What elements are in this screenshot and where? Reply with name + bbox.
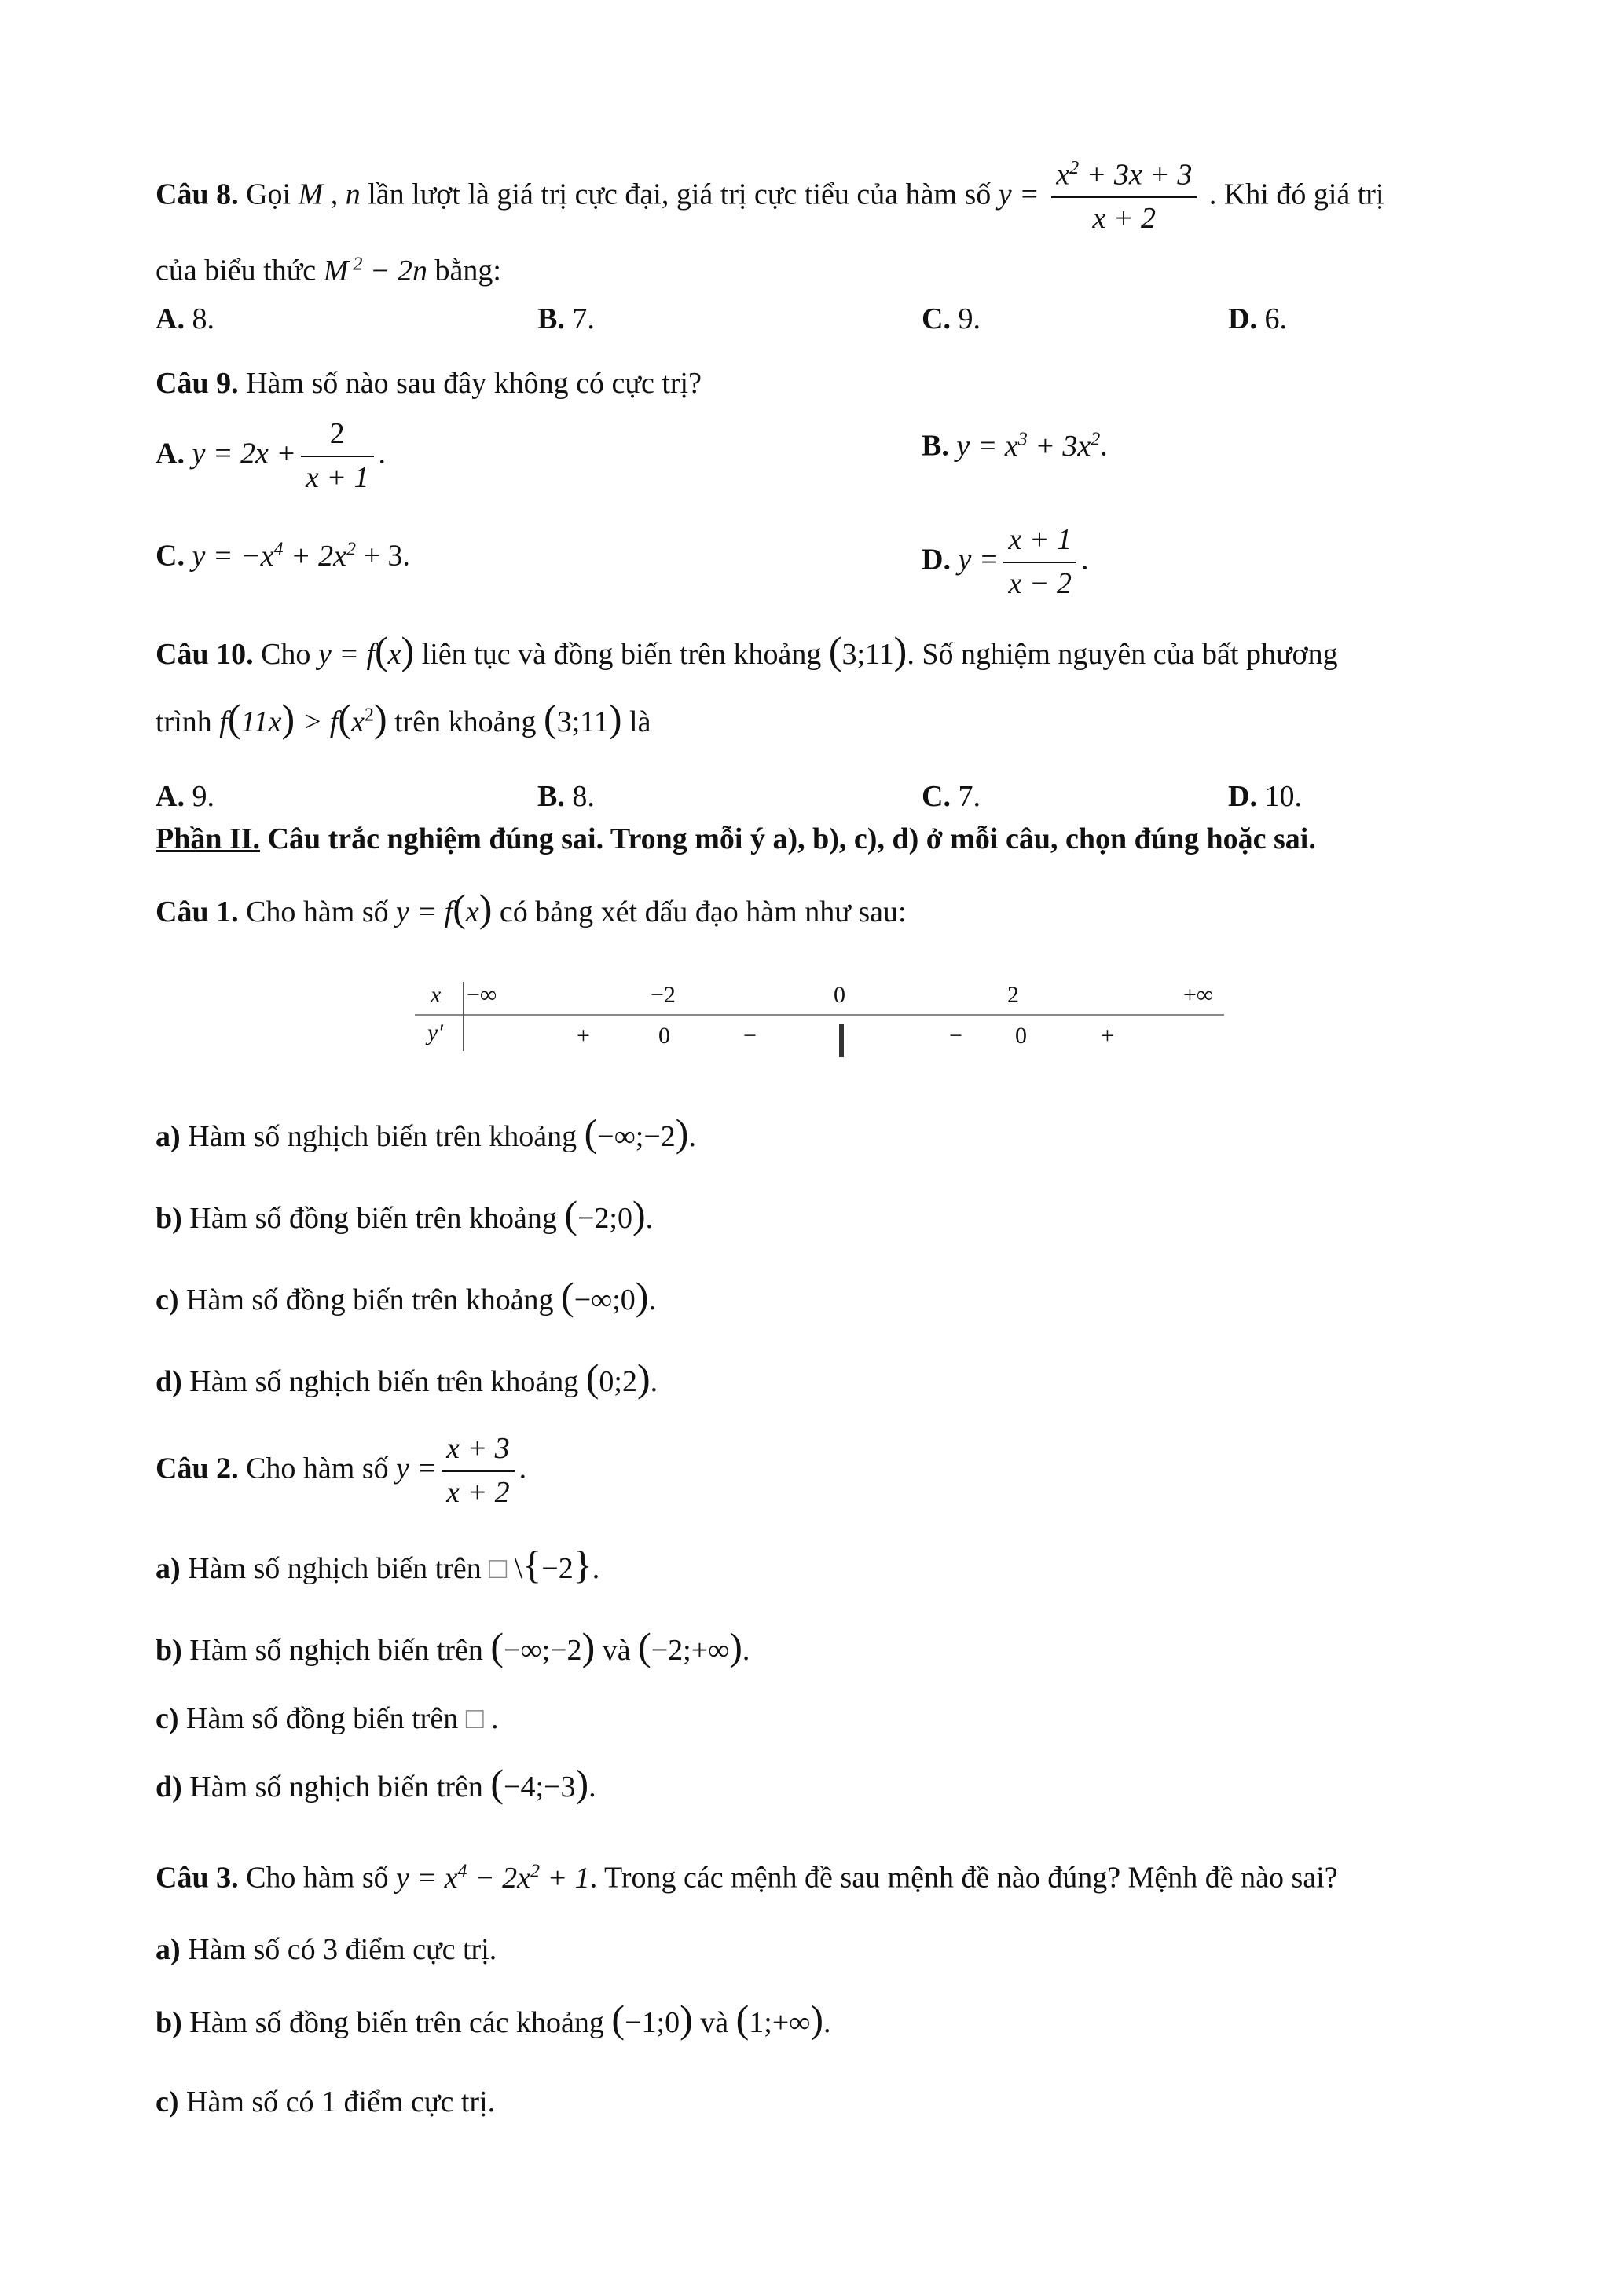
q9-option-a-den: x + 1	[305, 460, 369, 494]
p2q2-item-c-text: Hàm số đồng biến trên	[186, 1702, 459, 1735]
p2q3-item-b: b) Hàm số đồng biến trên các khoảng (−1;0) và (1;+∞).	[156, 1997, 831, 2041]
q9-option-c-b: + 2x	[290, 539, 346, 573]
q9-text: Hàm số nào sau đây không có cực trị?	[246, 367, 702, 400]
q9-option-b-label: B.	[922, 429, 949, 463]
p2q2-item-d-label: d)	[156, 1771, 182, 1803]
q9-label: Câu 9.	[156, 367, 239, 400]
p2q1-item-b-label: b)	[156, 1202, 182, 1235]
q9-option-b: B. $y = x^3 + 3x^2$.	[922, 429, 1108, 463]
q9-option-d	[922, 522, 1088, 602]
q8-expr: M $^2$ − 2n	[323, 254, 427, 287]
p2q3-text-1: Cho hàm số	[246, 1861, 389, 1895]
p2q2-text-1: Cho hàm số	[246, 1452, 389, 1485]
table-x-pos-inf: +∞	[1183, 982, 1214, 1008]
p2q1-item-c: c) Hàm số đồng biến trên khoảng (−∞;0).	[156, 1274, 656, 1318]
q10-text-2: liên tục và đồng biến trên khoảng	[421, 638, 822, 671]
p2q2-den: x + 2	[446, 1475, 510, 1509]
p2q1-item-a-text: Hàm số nghịch biến trên khoảng	[188, 1120, 577, 1153]
p2q1-item-a-interval: −∞;−2	[597, 1120, 676, 1153]
p2q3-func-b: − 2x	[475, 1861, 531, 1895]
p2q2-item-b-interval-2: −2;+∞	[651, 1634, 730, 1667]
p2q1-item-a: a) Hàm số nghịch biến trên khoảng (−∞;−2).	[156, 1111, 696, 1155]
p2q3-item-b-label: b)	[156, 2006, 182, 2039]
p2q2-item-a-symbol: □	[489, 1552, 508, 1585]
p2q3-item-a	[156, 1932, 497, 1968]
part2-text: Câu trắc nghiệm đúng sai. Trong mỗi ý a), b), c), d) ở mỗi câu, chọn đúng hoặc sai.	[267, 822, 1316, 855]
q9-option-c-label: C.	[156, 539, 185, 573]
q8-option-a-text: 8.	[192, 302, 214, 335]
p2q3-item-c	[156, 2085, 495, 2121]
q8-y-eq: y =	[998, 178, 1039, 211]
part2-heading	[156, 822, 1316, 858]
q10-text-3: . Số nghiệm nguyên của bất phương	[907, 638, 1338, 671]
p2q3-item-c-label: c)	[156, 2085, 179, 2118]
p2q1-item-b: b) Hàm số đồng biến trên khoảng (−2;0).	[156, 1192, 654, 1236]
q8-option-b-text: 7.	[572, 302, 595, 335]
p2q3-item-a-text: Hàm số có 3 điểm cực trị.	[188, 1933, 497, 1966]
q10-option-b-text: 8.	[572, 780, 595, 813]
p2q2-line1: Câu 2. Cho hàm số y = $\frac{x + 3}{x + 2}$ .	[156, 1431, 526, 1511]
sign-table	[415, 982, 1224, 1060]
table-sign-4: −	[949, 1023, 962, 1049]
q9-option-a-num: 2	[301, 416, 374, 457]
p2q1-item-b-text: Hàm số đồng biến trên khoảng	[189, 1202, 557, 1235]
q10-option-d-text: 10.	[1264, 780, 1302, 813]
q9-option-a-fraction	[301, 416, 374, 496]
q9-option-a-post: .	[378, 437, 386, 471]
table-sign-6: +	[1101, 1023, 1114, 1049]
q10-text-4: trình	[156, 705, 212, 738]
q8-line2	[156, 253, 501, 289]
table-sign-2: 0	[658, 1023, 670, 1049]
p2q1-item-a-label: a)	[156, 1120, 181, 1153]
q8-text-3: . Khi đó giá trị	[1208, 178, 1384, 211]
p2q3-item-b-text: Hàm số đồng biến trên các khoảng	[189, 2006, 604, 2039]
p2q1-item-c-label: c)	[156, 1283, 179, 1316]
p2q1-item-d-text: Hàm số nghịch biến trên khoảng	[189, 1365, 579, 1398]
q9-option-d-den: x − 2	[1008, 566, 1072, 600]
p2q1-fx: x	[465, 895, 479, 928]
q9-option-c: C. $y = -x^4 + 2x^2 + 3$.	[156, 539, 410, 573]
q10-option-c	[922, 779, 981, 815]
q8-den: x + 2	[1092, 202, 1157, 236]
q10-interval: 3;11	[841, 638, 894, 671]
p2q1-item-c-interval: −∞;0	[574, 1283, 636, 1316]
q9-option-a-pre: y = 2x +	[192, 437, 296, 471]
p2q2-item-b-label: b)	[156, 1634, 182, 1667]
q10-option-a-text: 9.	[192, 780, 214, 813]
q8-option-a	[156, 302, 214, 338]
q8-option-c-text: 9.	[958, 302, 981, 335]
table-x-neg2: −2	[651, 982, 676, 1008]
p2q2-item-b-interval-1: −∞;−2	[504, 1634, 582, 1667]
q9-option-d-label: D.	[922, 543, 951, 577]
p2q2-item-c-symbol: □	[465, 1702, 484, 1735]
q10-fx: x	[387, 638, 401, 671]
p2q2-item-b: b) Hàm số nghịch biến trên (−∞;−2) và (−2;+∞).	[156, 1624, 750, 1668]
p2q3-item-c-text: Hàm số có 1 điểm cực trị.	[186, 2085, 496, 2118]
p2q2-item-a-text: Hàm số nghịch biến trên	[188, 1552, 482, 1585]
table-yprime-header: y′	[427, 1020, 443, 1045]
q10-interval-2: 3;11	[556, 705, 609, 738]
q8-expr-b: − 2n	[369, 254, 427, 287]
q10-text-1: Cho	[261, 638, 311, 671]
p2q2-item-c-label: c)	[156, 1702, 179, 1735]
q10-option-b-label: B.	[537, 780, 565, 813]
q8-text-2: lần lượt là giá trị cực đại, giá trị cực tiểu của hàm số	[368, 178, 992, 211]
p2q2-item-a-backslash: \	[514, 1552, 523, 1585]
q8-text-4: của biểu thức	[156, 254, 317, 287]
p2q2-num: x + 3	[442, 1431, 515, 1472]
q10-option-a	[156, 779, 214, 815]
p2q3-line1: Câu 3. Cho hàm số $y = x^4 - 2x^2 + 1$. Trong các mệnh đề sau mệnh đề nào đúng? Mệnh đề nào sai?	[156, 1861, 1338, 1895]
q9-option-c-c: + 3.	[363, 539, 410, 573]
p2q2-item-d: d) Hàm số nghịch biến trên (−4;−3).	[156, 1761, 596, 1805]
p2q2-fraction	[442, 1431, 515, 1511]
p2q2-item-c: c) Hàm số đồng biến trên □ .	[156, 1702, 499, 1735]
p2q3-label: Câu 3.	[156, 1861, 239, 1895]
q9-option-d-num: x + 1	[1003, 522, 1076, 563]
q8-option-a-label: A.	[156, 302, 185, 335]
p2q1-item-d-interval: 0;2	[599, 1365, 637, 1398]
p2q2-item-a: a) Hàm số nghịch biến trên □ \{−2}.	[156, 1543, 600, 1587]
table-sign-5: 0	[1015, 1023, 1027, 1049]
p2q1-text-2: có bảng xét dấu đạo hàm như sau:	[499, 895, 907, 928]
q8-var-mn: M , n	[298, 178, 361, 211]
q8-option-c-label: C.	[922, 302, 951, 335]
q9-line1	[156, 366, 702, 402]
q10-line2: trình $f(11x) > f(x^2)$ trên khoảng (3;11) là	[156, 696, 651, 740]
q10-ineq-in1: 11x	[240, 705, 282, 738]
p2q1-label: Câu 1.	[156, 895, 239, 928]
p2q1-func: y = f	[396, 895, 453, 928]
q9-option-d-pre: y =	[958, 543, 999, 577]
q9-option-b-a: y = x	[956, 429, 1018, 463]
p2q1-item-d-label: d)	[156, 1365, 182, 1398]
q8-option-d-text: 6.	[1264, 302, 1287, 335]
q8-option-b-label: B.	[537, 302, 565, 335]
q9-option-b-b: + 3x	[1035, 429, 1091, 463]
q9-option-d-fraction	[1003, 522, 1076, 602]
p2q1-line1: Câu 1. Cho hàm số y = f(x) có bảng xét dấu đạo hàm như sau:	[156, 886, 907, 930]
p2q3-func-a: y = x	[396, 1861, 458, 1895]
part2-title: Phần II.	[156, 822, 261, 855]
p2q3-item-b-interval-1: −1;0	[625, 2006, 680, 2039]
q8-text-1: Gọi	[246, 178, 291, 211]
p2q2-item-b-and: và	[602, 1634, 631, 1667]
q10-option-d-label: D.	[1228, 780, 1257, 813]
q10-option-a-label: A.	[156, 780, 185, 813]
p2q2-item-b-text: Hàm số nghịch biến trên	[189, 1634, 483, 1667]
p2q2-item-d-interval: −4;−3	[504, 1771, 576, 1803]
table-x-neg-inf: −∞	[467, 982, 497, 1008]
q10-option-d	[1228, 779, 1302, 815]
q9-option-b-c: .	[1100, 429, 1108, 463]
p2q2-item-d-text: Hàm số nghịch biến trên	[189, 1771, 483, 1803]
table-sign-1: +	[577, 1023, 590, 1049]
q10-ineq-in2: x	[351, 705, 365, 738]
p2q1-item-c-text: Hàm số đồng biến trên khoảng	[186, 1283, 554, 1316]
q8-option-c	[922, 302, 981, 338]
p2q2-label: Câu 2.	[156, 1452, 239, 1485]
q10-option-c-label: C.	[922, 780, 951, 813]
q10-func: y = f	[317, 638, 376, 671]
p2q1-item-b-interval: −2;0	[577, 1202, 632, 1235]
q8-num-b: + 3x + 3	[1086, 158, 1193, 192]
q10-text-6: là	[629, 705, 651, 738]
q10-ineq-gt: > f	[302, 705, 339, 738]
p2q3-func-c: + 1	[547, 1861, 590, 1895]
q8-option-b	[537, 302, 595, 338]
q10-option-b	[537, 779, 595, 815]
q8-line1	[156, 157, 1384, 237]
q10-line1: Câu 10. Cho y = f(x) liên tục và đồng biến trên khoảng (3;11). Số nghiệm nguyên của bất phương	[156, 628, 1338, 672]
p2q3-item-b-and: và	[700, 2006, 729, 2039]
q9-option-d-post: .	[1080, 543, 1089, 577]
p2q1-text-1: Cho hàm số	[246, 895, 389, 928]
table-sign-3: −	[743, 1023, 757, 1049]
p2q2-item-a-set: −2	[541, 1552, 574, 1585]
q9-option-a-label: A.	[156, 437, 185, 471]
q9-option-a	[156, 416, 386, 496]
q9-option-c-a: y = −x	[192, 539, 274, 573]
p2q2-pre: y =	[396, 1452, 438, 1485]
q8-label: Câu 8.	[156, 178, 239, 211]
q8-num-a: x	[1056, 158, 1070, 192]
q8-option-d	[1228, 302, 1287, 338]
q8-text-5: bằng:	[434, 254, 501, 287]
p2q3-item-a-label: a)	[156, 1933, 181, 1966]
q8-expr-a: M	[323, 254, 349, 287]
q10-option-c-text: 7.	[958, 780, 981, 813]
p2q1-item-d: d) Hàm số nghịch biến trên khoảng (0;2).	[156, 1356, 658, 1400]
q10-ineq-f: f	[219, 705, 228, 738]
q10-label: Câu 10.	[156, 638, 254, 671]
p2q3-item-b-interval-2: 1;+∞	[749, 2006, 811, 2039]
table-x-zero: 0	[834, 982, 845, 1008]
p2q3-text-2: . Trong các mệnh đề sau mệnh đề nào đúng? Mệnh đề nào sai?	[589, 1861, 1338, 1895]
q8-option-d-label: D.	[1228, 302, 1257, 335]
q10-text-5: trên khoảng	[394, 705, 537, 738]
table-x-header: x	[431, 982, 442, 1008]
p2q2-item-a-label: a)	[156, 1552, 181, 1585]
q8-fraction: $\frac{x^2 + 3x + 3}{x + 2}$	[1051, 157, 1197, 237]
table-x-2: 2	[1007, 982, 1019, 1008]
